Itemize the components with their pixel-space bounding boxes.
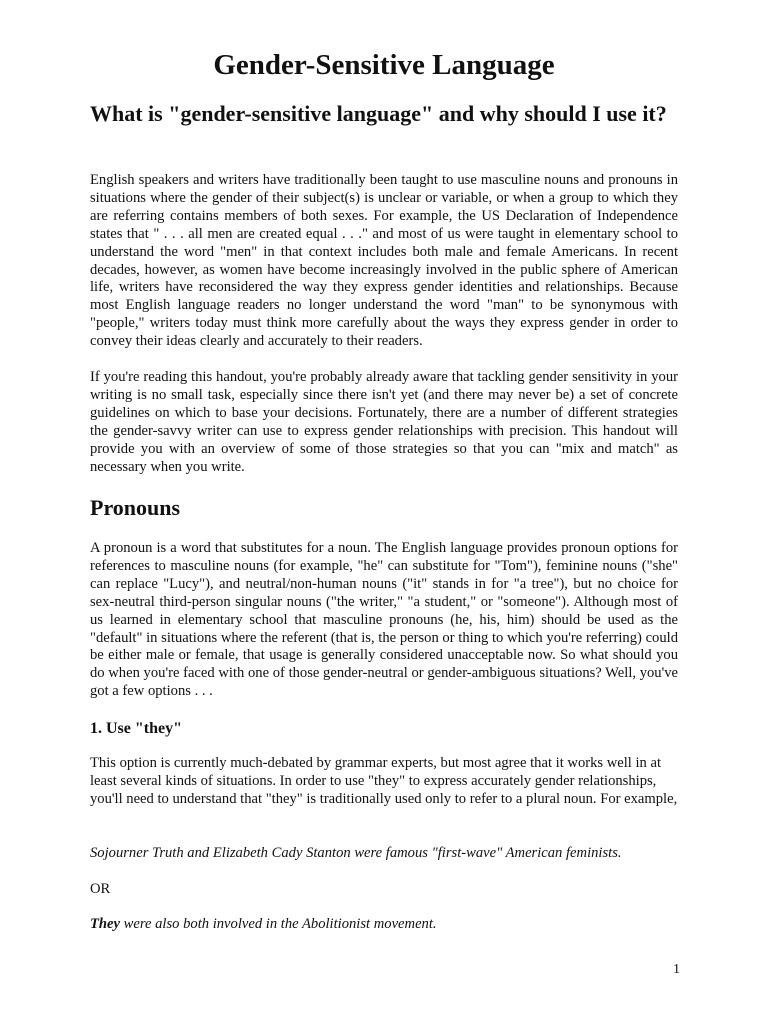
example-sentence-2 <box>90 916 678 934</box>
pronouns-paragraph: A pronoun is a word that substitutes for a noun. The English language provides pronoun options for references to masculine nouns (for example, "he" can substitute for "Tom"), feminine nouns ("she" can replace "Lucy"), and neutral/non-human nouns ("it" stands in for "a tree"), but no choice for sex-neutral third-person singular nouns ("the writer," "a student," or "someone"). Although most of us learned in elementary school that masculine pronouns (he, his, him) should be used as the "default" in situations where the referent (that is, the person or thing to which you're referring) could be either male or female, that usage is generally considered unacceptable now. So what should you do when you're faced with one of those gender-neutral or gender-ambiguous situations? Well, you've got a few options . . . <box>90 540 678 700</box>
section-heading-gender-sensitive-language: What is "gender-sensitive language" and why should I use it? <box>90 101 667 126</box>
use-they-paragraph: This option is currently much-debated by grammar experts, but most agree that it works well in at least several kinds of situations. In order to use "they" to express accurately gender relationships, you'll need to understand that "they" is traditionally used only to refer to a plural noun. For example, <box>90 755 678 807</box>
example-they-emphasis: They <box>90 916 120 932</box>
section-heading-pronouns: Pronouns <box>90 495 181 520</box>
intro-paragraph-1: English speakers and writers have traditionally been taught to use masculine nouns and pronouns in situations where the gender of their subject(s) is unclear or variable, or when a group to which they are referring contains members of both sexes. For example, the US Declaration of Independence states that " . . . all men are created equal . . ." and most of us were taught in elementary school to understand the word "men" in that context includes both male and female Americans. In recent decades, however, as women have become increasingly involved in the public sphere of American life, writers have reconsidered the way they express gender identities and relationships. Because most English language readers no longer understand the word "man" to be synonymous with "people," writers today must think more carefully about the ways they express gender in order to convey their ideas clearly and accurately to their readers. <box>90 172 678 350</box>
document-title: Gender-Sensitive Language <box>213 49 555 81</box>
subheading-use-they: 1. Use "they" <box>90 720 182 737</box>
example-sentence-1: Sojourner Truth and Elizabeth Cady Stanton were famous "first-wave" American feminists. <box>90 845 622 861</box>
intro-paragraph-2: If you're reading this handout, you're probably already aware that tackling gender sensitivity in your writing is no small task, especially since there isn't yet (and there may never be) a set of concrete guidelines on which to base your decisions. Fortunately, there are a number of different strategies the gender-savvy writer can use to express gender relationships with precision. This handout will provide you with an overview of some of those strategies so that you can "mix and match" as necessary when you write. <box>90 369 678 475</box>
page-number: 1 <box>673 962 680 977</box>
example-sentence-2-rest: were also both involved in the Abolitionist movement. <box>120 916 437 932</box>
or-separator: OR <box>90 881 111 897</box>
